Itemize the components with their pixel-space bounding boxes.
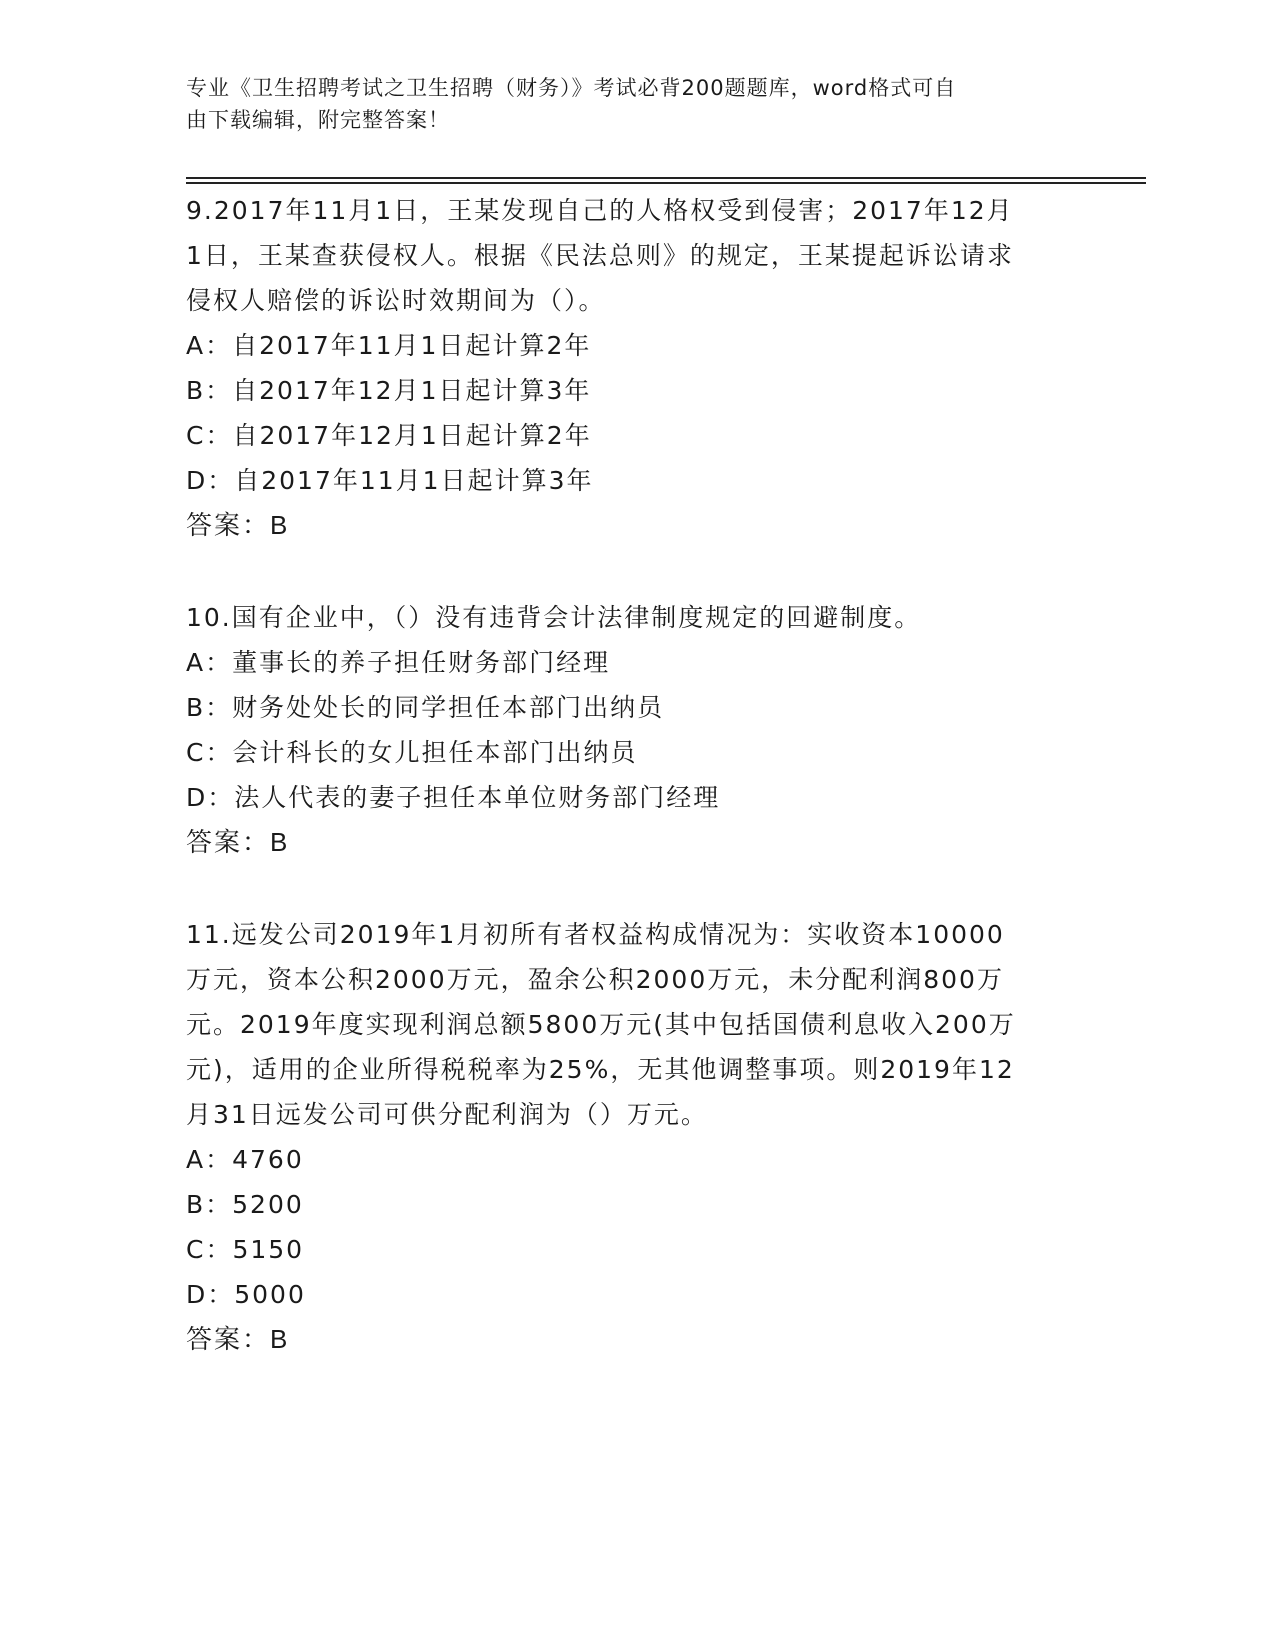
question-11	[186, 912, 1086, 1362]
header-divider-top	[186, 177, 1146, 179]
question-11-stem-line-5: 月31日远发公司可供分配利润为（）万元。	[186, 1100, 708, 1129]
question-spacer	[186, 865, 1086, 912]
question-9-stem-line-3: 侵权人赔偿的诉讼时效期间为（）。	[186, 286, 606, 315]
question-11-option-b: B：5200	[186, 1190, 304, 1219]
question-11-stem-line-2: 万元，资本公积2000万元，盈余公积2000万元，未分配利润800万	[186, 965, 1004, 994]
question-11-answer: 答案：B	[186, 1324, 290, 1354]
question-10-option-d: D：法人代表的妻子担任本单位财务部门经理	[186, 783, 721, 812]
question-list	[186, 188, 1086, 1362]
question-9-answer: 答案：B	[186, 510, 290, 540]
question-11-stem-line-1: 11.远发公司2019年1月初所有者权益构成情况为：实收资本10000	[186, 920, 1005, 949]
question-spacer	[186, 548, 1086, 595]
question-10-option-c: C：会计科长的女儿担任本部门出纳员	[186, 738, 638, 767]
question-9	[186, 188, 1086, 548]
question-11-stem-line-4: 元)，适用的企业所得税税率为25%，无其他调整事项。则2019年12	[186, 1055, 1015, 1084]
question-10-option-a: A：董事长的养子担任财务部门经理	[186, 648, 611, 677]
question-9-option-b: B：自2017年12月1日起计算3年	[186, 376, 592, 405]
question-9-stem-line-2: 1日，王某查获侵权人。根据《民法总则》的规定，王某提起诉讼请求	[186, 241, 1014, 270]
question-11-option-c: C：5150	[186, 1235, 305, 1264]
question-11-stem-line-3: 元。2019年度实现利润总额5800万元(其中包括国债利息收入200万	[186, 1010, 1016, 1039]
question-11-option-d: D：5000	[186, 1280, 306, 1309]
question-10-stem-line-1: 10.国有企业中，（）没有违背会计法律制度规定的回避制度。	[186, 603, 922, 632]
question-9-option-a: A：自2017年11月1日起计算2年	[186, 331, 592, 360]
question-11-option-a: A：4760	[186, 1145, 304, 1174]
question-10-answer: 答案：B	[186, 827, 290, 857]
document-header	[186, 72, 1066, 136]
header-divider-bottom	[186, 182, 1146, 184]
question-9-option-d: D：自2017年11月1日起计算3年	[186, 466, 594, 495]
question-10-option-b: B：财务处处长的同学担任本部门出纳员	[186, 693, 665, 722]
header-line-2: 由下载编辑，附完整答案！	[186, 108, 450, 132]
question-9-option-c: C：自2017年12月1日起计算2年	[186, 421, 592, 450]
header-line-1: 专业《卫生招聘考试之卫生招聘（财务）》考试必背200题题库，word格式可自	[186, 76, 957, 100]
question-9-stem-line-1: 9.2017年11月1日，王某发现自己的人格权受到侵害；2017年12月	[186, 196, 1014, 225]
question-10	[186, 595, 1086, 865]
